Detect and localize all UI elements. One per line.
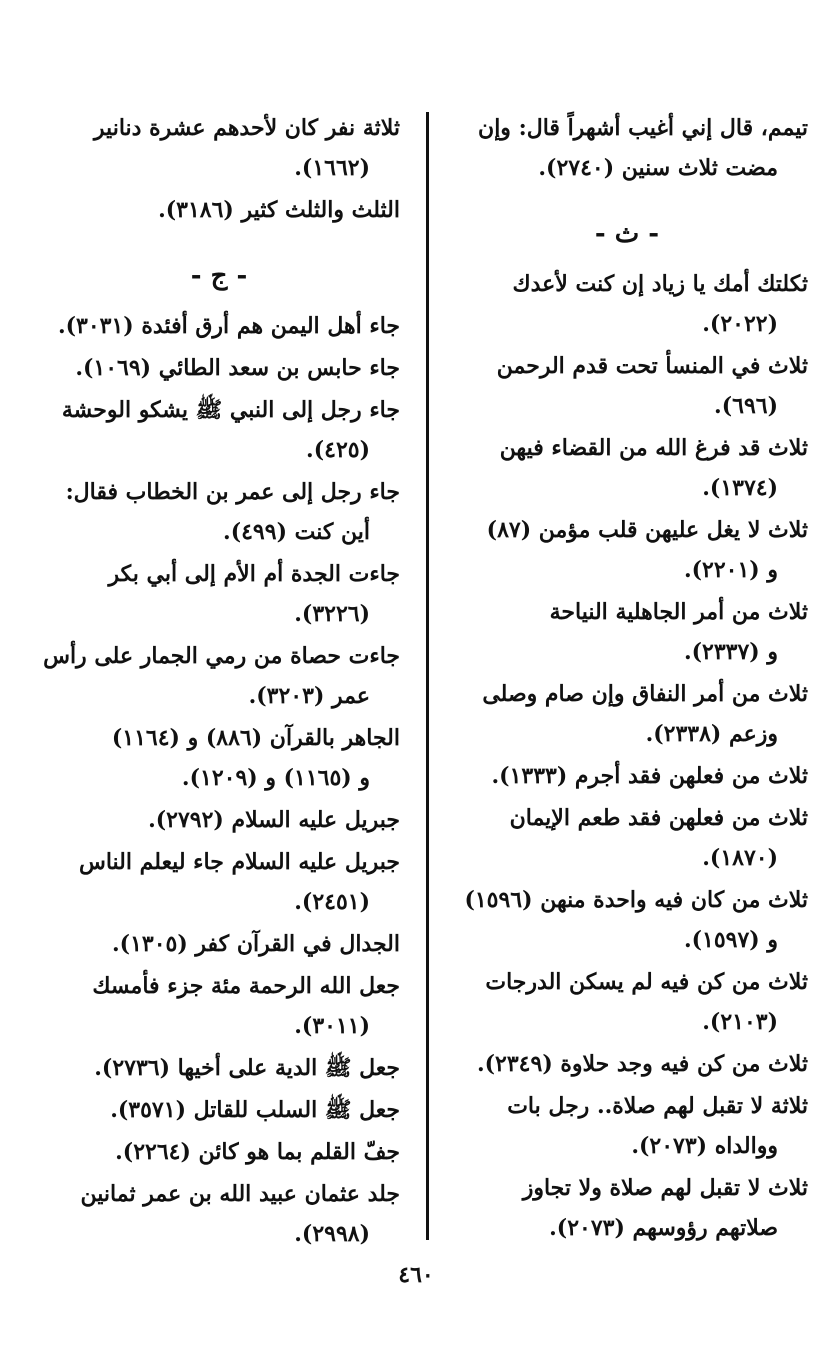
entry-continuation: (٢٠٢٢).	[702, 311, 778, 337]
entry-continuation: (٢١٠٣).	[702, 1009, 778, 1035]
left-top-entries	[38, 108, 400, 230]
entry-line: جعل ﷺ الدية على أخيها (٢٧٣٦).	[94, 1055, 400, 1081]
column-divider	[426, 112, 429, 1240]
index-entry	[38, 636, 400, 716]
entry-continuation: مضت ثلاث سنين (٢٧٤٠).	[538, 155, 778, 181]
entry-line: ثلاث لا يغل عليهن قلب مؤمن (٨٧)	[486, 517, 808, 543]
index-entry	[38, 1048, 400, 1088]
index-entry	[38, 800, 400, 840]
entry-line: جاءت حصاة من رمي الجمار على رأس	[43, 643, 400, 669]
entry-continuation: وزعم (٢٣٣٨).	[645, 721, 778, 747]
entry-line: ثلاث من فعلهن فقد طعم الإيمان	[509, 805, 808, 831]
index-entry	[446, 264, 808, 344]
index-entry	[38, 390, 400, 470]
entry-continuation: ووالداه (٢٠٧٣).	[631, 1133, 778, 1159]
entry-continuation: و (١١٦٥) و (١٢٠٩).	[181, 765, 370, 791]
entry-continuation: (١٨٧٠).	[702, 845, 778, 871]
left-column	[38, 108, 400, 1256]
entry-line: ثلاث من كن فيه لم يسكن الدرجات	[485, 969, 808, 995]
entry-line: ثلاثة نفر كان لأحدهم عشرة دنانير	[93, 115, 400, 141]
entry-line: جاء رجل إلى النبي ﷺ يشكو الوحشة	[61, 397, 400, 423]
index-entry	[446, 1086, 808, 1166]
entry-line: جبريل عليه السلام جاء ليعلم الناس	[78, 849, 400, 875]
index-entry	[38, 108, 400, 188]
section-heading-jeem: - ج -	[190, 261, 248, 291]
index-entry	[446, 756, 808, 796]
right-column	[446, 108, 808, 1250]
index-entry	[38, 306, 400, 346]
entry-line: جاء أهل اليمن هم أرق أفئدة (٣٠٣١).	[57, 313, 400, 339]
entry-line: ثلاثة لا تقبل لهم صلاة.. رجل بات	[507, 1093, 808, 1119]
index-entry	[38, 348, 400, 388]
index-entry	[446, 428, 808, 508]
entry-line: تيمم، قال إني أغيب أشهراً قال: وإن	[478, 115, 808, 141]
index-entry	[38, 966, 400, 1046]
left-entries-list	[38, 306, 400, 1254]
entry-line: ثلاث من كان فيه واحدة منهن (١٥٩٦)	[464, 887, 808, 913]
entry-line: جعل الله الرحمة مئة جزء فأمسك	[92, 973, 400, 999]
index-entry	[446, 346, 808, 426]
entry-line: الجدال في القرآن كفر (١٣٠٥).	[112, 931, 400, 957]
index-entry	[446, 1044, 808, 1084]
entry-line: ثلاث قد فرغ الله من القضاء فيهن	[499, 435, 808, 461]
index-entry	[38, 190, 400, 230]
index-entry	[38, 554, 400, 634]
entry-line: جبريل عليه السلام (٢٧٩٢).	[148, 807, 400, 833]
entry-line: ثلاث من فعلهن فقد أجرم (١٣٣٣).	[491, 763, 808, 789]
entry-line: جاء رجل إلى عمر بن الخطاب فقال:	[65, 479, 400, 505]
entry-continuation: (٦٩٦).	[714, 393, 778, 419]
entry-line: جلد عثمان عبيد الله بن عمر ثمانين	[80, 1181, 400, 1207]
entry-line: جعل ﷺ السلب للقاتل (٣٥٧١).	[110, 1097, 400, 1123]
index-entry	[446, 880, 808, 960]
entry-continuation: (٣٢٢٦).	[294, 601, 370, 627]
index-entry	[38, 842, 400, 922]
entry-line: الثلث والثلث كثير (٣١٨٦).	[158, 197, 400, 223]
entry-continuation: صلاتهم رؤوسهم (٢٠٧٣).	[549, 1215, 778, 1241]
entry-line: الجاهر بالقرآن (٨٨٦) و (١١٦٤)	[111, 725, 400, 751]
index-entry	[38, 718, 400, 798]
index-entry	[446, 674, 808, 754]
right-entries-list	[446, 264, 808, 1248]
entry-line: ثلاث من كن فيه وجد حلاوة (٢٣٤٩).	[476, 1051, 808, 1077]
entry-line: جاءت الجدة أم الأم إلى أبي بكر	[108, 561, 400, 587]
entry-continuation: (٢٩٩٨).	[294, 1221, 370, 1247]
entry-continuation: و (٢٣٣٧).	[683, 639, 778, 665]
entry-continuation: عمر (٣٢٠٣).	[248, 683, 370, 709]
index-entry	[446, 798, 808, 878]
entry-continuation: (٣٠١١).	[294, 1013, 370, 1039]
entry-continuation: أين كنت (٤٩٩).	[223, 519, 370, 545]
entry-line: ثلاث من أمر الجاهلية النياحة	[549, 599, 808, 625]
index-entry	[446, 1168, 808, 1248]
index-entry	[38, 472, 400, 552]
section-heading-tha: - ث -	[594, 219, 660, 249]
entry-line: جاء حابس بن سعد الطائي (١٠٦٩).	[75, 355, 400, 381]
entry-continuation: (٢٤٥١).	[294, 889, 370, 915]
index-entry	[38, 1174, 400, 1254]
index-entry	[38, 1132, 400, 1172]
entry-line: ثلاث من أمر النفاق وإن صام وصلى	[482, 681, 808, 707]
index-entry	[446, 108, 808, 188]
entry-line: جفّ القلم بما هو كائن (٢٢٦٤).	[115, 1139, 400, 1165]
entry-continuation: (١٦٦٢).	[294, 155, 370, 181]
entry-continuation: و (٢٢٠١).	[683, 557, 778, 583]
entry-line: ثلاث لا تقبل لهم صلاة ولا تجاوز	[522, 1175, 808, 1201]
index-entry	[446, 510, 808, 590]
index-entry	[446, 592, 808, 672]
entry-line: ثلاث في المنسأ تحت قدم الرحمن	[496, 353, 808, 379]
entry-continuation: (٤٢٥).	[306, 437, 370, 463]
entry-line: ثكلتك أمك يا زياد إن كنت لأعدك	[512, 271, 808, 297]
entry-continuation: و (١٥٩٧).	[683, 927, 778, 953]
entry-continuation: (١٣٧٤).	[702, 475, 778, 501]
page-number: ٤٦٠	[398, 1262, 434, 1288]
index-entry	[446, 962, 808, 1042]
index-entry	[38, 924, 400, 964]
index-entry	[38, 1090, 400, 1130]
right-top-entries	[446, 108, 808, 188]
